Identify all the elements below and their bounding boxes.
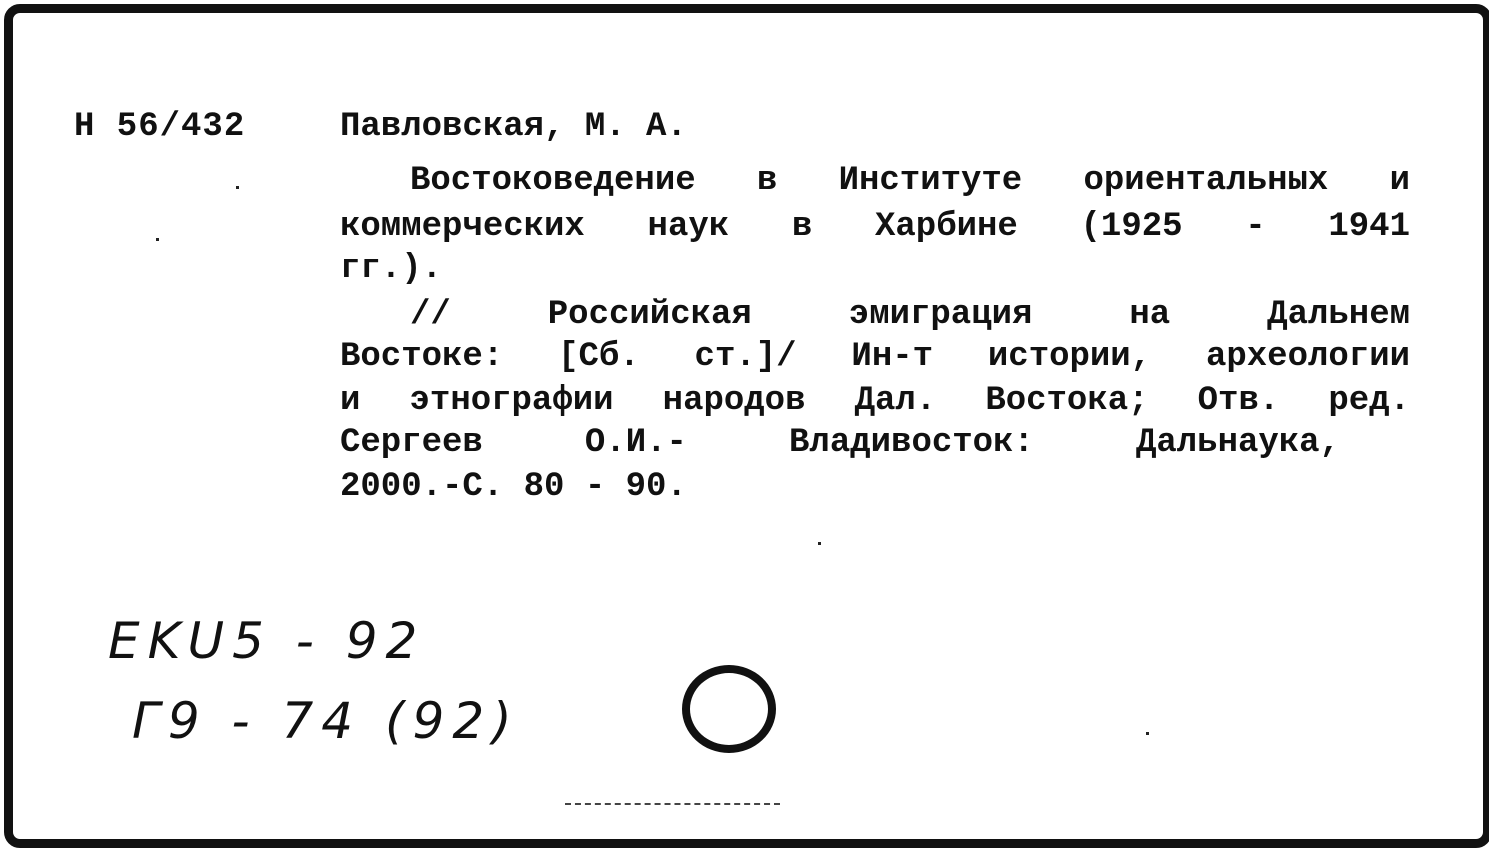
- speck: [156, 238, 159, 241]
- source-line-5: 2000.-С. 80 - 90.: [340, 468, 687, 506]
- speck: [818, 542, 821, 545]
- speck: [1146, 732, 1149, 735]
- author: Павловская, М. А.: [340, 108, 687, 146]
- handwritten-code-1: EKU5 - 92: [108, 612, 426, 670]
- source-line-3: и этнографии народов Дал. Востока; Отв. ред.: [340, 382, 1410, 420]
- title-line-2: коммерческих наук в Харбине (1925 - 1941: [340, 208, 1410, 246]
- source-line-2: Востоке: [Сб. ст.]/ Ин-т истории, археологии: [340, 338, 1410, 376]
- source-line-4: Сергеев О.И.- Владивосток: Дальнаука,: [340, 424, 1340, 462]
- handwritten-code-2: Г9 - 74 (92): [132, 692, 520, 750]
- shelf-mark: Н 56/432: [74, 108, 246, 146]
- dashed-mark: [565, 803, 780, 805]
- title-line-1: Востоковедение в Институте ориентальных и: [410, 162, 1410, 200]
- source-line-1: // Российская эмиграция на Дальнем: [410, 296, 1410, 334]
- title-line-3: гг.).: [340, 250, 443, 288]
- speck: [236, 186, 239, 189]
- punch-hole: [682, 665, 776, 753]
